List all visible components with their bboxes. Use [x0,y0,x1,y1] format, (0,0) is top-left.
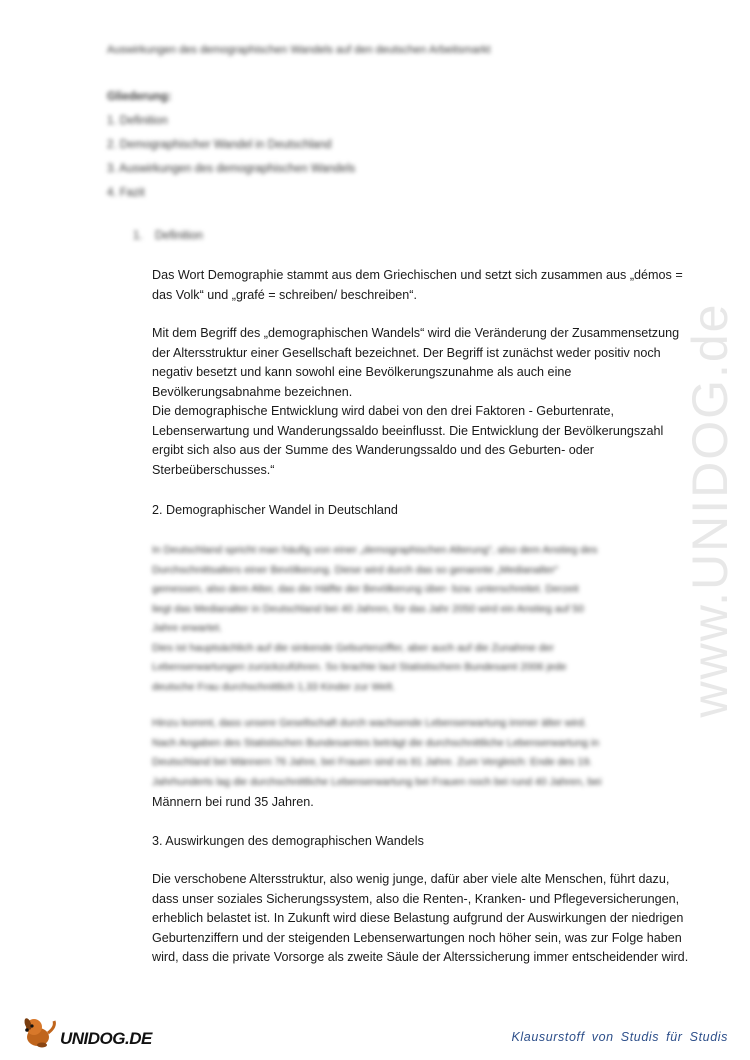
text-line: erheblich belastet ist. In Zukunft wird diese Belastung aufgrund der Auswirkungen der niedrigen [152,911,684,925]
watermark-text: www.UNIDOG.de [682,302,738,718]
outline-item: 1. Definition [107,115,168,127]
footer-tagline: Klausurstoff von Studis für Studis [511,1030,728,1044]
text-line: Geburtenziffern und der steigenden Lebenserwartungen noch höher sein, was zur Folge haben [152,930,682,945]
outline-item: 4. Fazit [107,187,145,199]
text-line: Deutschland bei Männern 76 Jahre, bei Frauen sind es 81 Jahre. Zum Vergleich: Ende des 19. [152,756,593,768]
section-2-clear-tail: Männern bei rund 35 Jahren. [152,795,314,809]
text-line: Die verschobene Altersstruktur, also wenig junge, dafür aber viele alte Menschen, führt dazu, [152,872,670,886]
section-1-heading [133,230,203,242]
section-2-blurred-paragraph-2 [152,714,697,792]
text-line: Durchschnittsalters einer Bevölkerung. Diese wird durch das so genannte „Medianalter“ [152,563,559,576]
section-1-number: 1. [133,230,143,242]
text-line: Dies ist hauptsächlich auf die sinkende Geburtenziffer, aber auch auf die Zunahme der [152,641,554,654]
text-line: Nach Angaben des Statistischen Bundesamtes beträgt die durchschnittliche Lebenserwartung in [152,736,600,749]
section-1-paragraph-2 [152,324,697,480]
section-3-paragraph [152,870,697,968]
outline-item: 3. Auswirkungen des demographischen Wandels [107,163,356,175]
outline [107,85,355,205]
section-1-paragraph-1: Das Wort Demographie stammt aus dem Griechischen und setzt sich zusammen aus „démos = das Volk“ und „grafé = schreiben/ beschreiben“. [152,268,683,302]
text-line: dass unser soziales Sicherungssystem, also die Renten-, Kranken- und Pflegeversicherungen, [152,891,680,906]
text-line: negativ besetzt und kann sowohl eine Bevölkerungszunahme als auch eine [152,365,572,379]
section-2-heading: 2. Demographischer Wandel in Deutschland [152,503,398,517]
text-line: Lebenserwartungen zurückzuführen. So brachte laut Statistischem Bundesamt 2006 jede [152,661,567,673]
text-line: Mit dem Begriff des „demographischen Wandels“ wird die Veränderung der Zusammensetzung [152,326,680,340]
text-line: ergibt sich also aus der Summe des Wanderungssaldo und des Geburten- oder [152,443,594,457]
text-line: wird, dass die private Vorsorge als zweite Säule der Alterssicherung immer entscheidender wird. [152,950,689,964]
text-line: der Altersstruktur einer Gesellschaft bezeichnet. Der Begriff ist zunächst weder positiv noch [152,345,661,360]
outline-item: 2. Demographischer Wandel in Deutschland [107,139,332,151]
text-line: Jahre erwartet. [152,622,223,634]
logo-text: UNIDOG.DE [60,1029,152,1048]
text-line: gemessen, also dem Alter, das die Hälfte der Bevölkerung über- bzw. unterschreitet. Derzeit [152,583,579,595]
text-line: Lebenserwartung und Wanderungssaldo beeinflusst. Die Entwicklung der Bevölkerungszahl [152,423,664,438]
outline-heading: Gliederung: [107,91,172,103]
section-2-blurred-paragraph-1 [152,541,697,697]
text-line: Jahrhunderts lag die durchschnittliche Lebenserwartung bei Frauen noch bei rund 40 Jahren, bei [152,775,602,788]
text-line: Die demographische Entwicklung wird dabei von den drei Faktoren - Geburtenrate, [152,404,615,418]
text-line: Sterbeüberschusses.“ [152,462,275,477]
dog-mascot-icon [20,1015,60,1050]
section-3-heading: 3. Auswirkungen des demographischen Wandels [152,834,424,848]
text-line: Bevölkerungsabnahme bezeichnen. [152,384,353,399]
text-line: deutsche Frau durchschnittlich 1,33 Kinder zur Welt. [152,680,396,693]
text-line: Hinzu kommt, dass unsere Gesellschaft durch wachsende Lebenserwartung immer älter wird. [152,717,587,729]
section-1-title: Definition [155,230,203,242]
watermark [680,270,740,750]
unidog-logo[interactable] [20,1015,160,1050]
text-line: In Deutschland spricht man häufig von einer „demographischen Alterung“, also dem Anstieg des [152,544,598,556]
document-header: Auswirkungen des demographischen Wandels auf den deutschen Arbeitsmarkt [107,44,491,56]
text-line: liegt das Medianalter in Deutschland bei 40 Jahren, für das Jahr 2050 wird ein Anstieg auf 50 [152,602,584,615]
